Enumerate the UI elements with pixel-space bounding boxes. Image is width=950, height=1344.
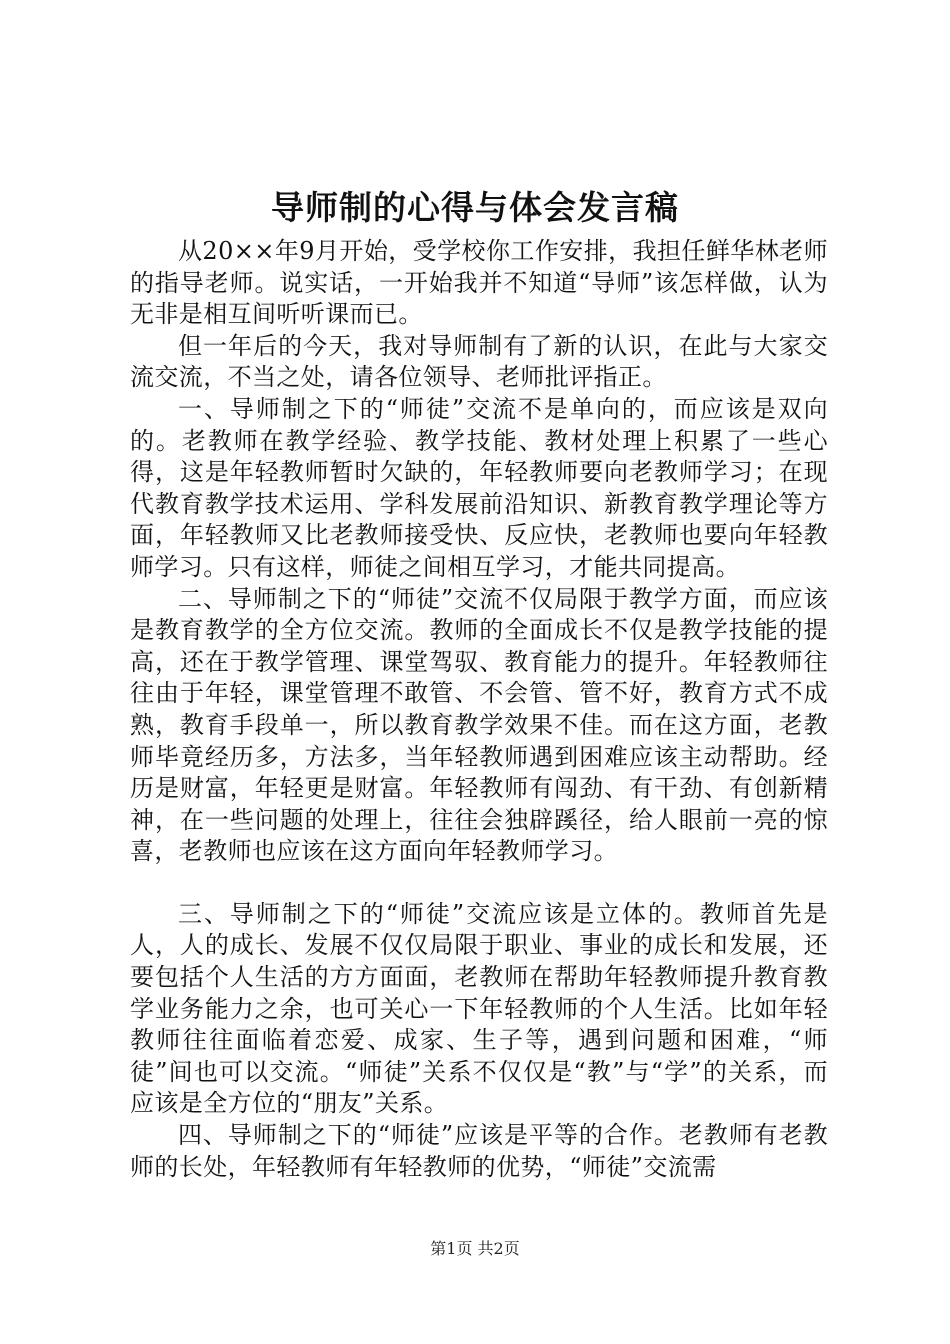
document-title: 导师制的心得与体会发言稿 bbox=[271, 188, 679, 227]
document-body bbox=[130, 236, 828, 1183]
paragraph-point-one: 一、导师制之下的“师徒”交流不是单向的，而应该是双向的。老教师在教学经验、教学技能、教材处理上积累了一些心得，这是年轻教师暂时欠缺的，年轻教师要向老教师学习；在现代教育教学技术运用、学科发展前沿知识、新教育教学理论等方面，年轻教师又比老教师接受快、反应快，老教师也要向年轻教师学习。只有这样，师徒之间相互学习，才能共同提高。 bbox=[130, 394, 828, 581]
paragraph-point-three: 三、导师制之下的“师徒”交流应该是立体的。教师首先是人，人的成长、发展不仅仅局限于职业、事业的成长和发展，还要包括个人生活的方方面面，老教师在帮助年轻教师提升教育教学业务能力之余，也可关心一下年轻教师的个人生活。比如年轻教师往往面临着恋爱、成家、生子等，遇到问题和困难，“师徒”间也可以交流。“师徒”关系不仅仅是“教”与“学”的关系，而应该是全方位的“朋友”关系。 bbox=[130, 899, 828, 1118]
paragraph-preface: 但一年后的今天，我对导师制有了新的认识，在此与大家交流交流，不当之处，请各位领导、老师批评指正。 bbox=[130, 331, 828, 392]
paragraph-point-four: 四、导师制之下的“师徒”应该是平等的合作。老教师有老教师的长处，年轻教师有年轻教师的优势，“师徒”交流需 bbox=[130, 1121, 828, 1181]
paragraph-intro: 从20××年9月开始，受学校你工作安排，我担任鲜华林老师的指导老师。说实话，一开始我并不知道“导师”该怎样做，认为无非是相互间听听课而已。 bbox=[130, 237, 828, 329]
paragraph-point-two: 二、导师制之下的“师徒”交流不仅局限于教学方面，而应该是教育教学的全方位交流。教师的全面成长不仅是教学技能的提高，还在于教学管理、课堂驾驭、教育能力的提升。年轻教师往往由于年轻，课堂管理不敢管、不会管、管不好，教育方式不成熟，教育手段单一，所以教育教学效果不佳。而在这方面，老教师毕竟经历多，方法多，当年轻教师遇到困难应该主动帮助。经历是财富，年轻更是财富。年轻教师有闯劲、有干劲、有创新精神，在一些问题的处理上，往往会独辟蹊径，给人眼前一亮的惊喜，老教师也应该在这方面向年轻教师学习。 bbox=[130, 584, 828, 866]
page-footer: 第1页 共2页 bbox=[430, 1239, 520, 1258]
